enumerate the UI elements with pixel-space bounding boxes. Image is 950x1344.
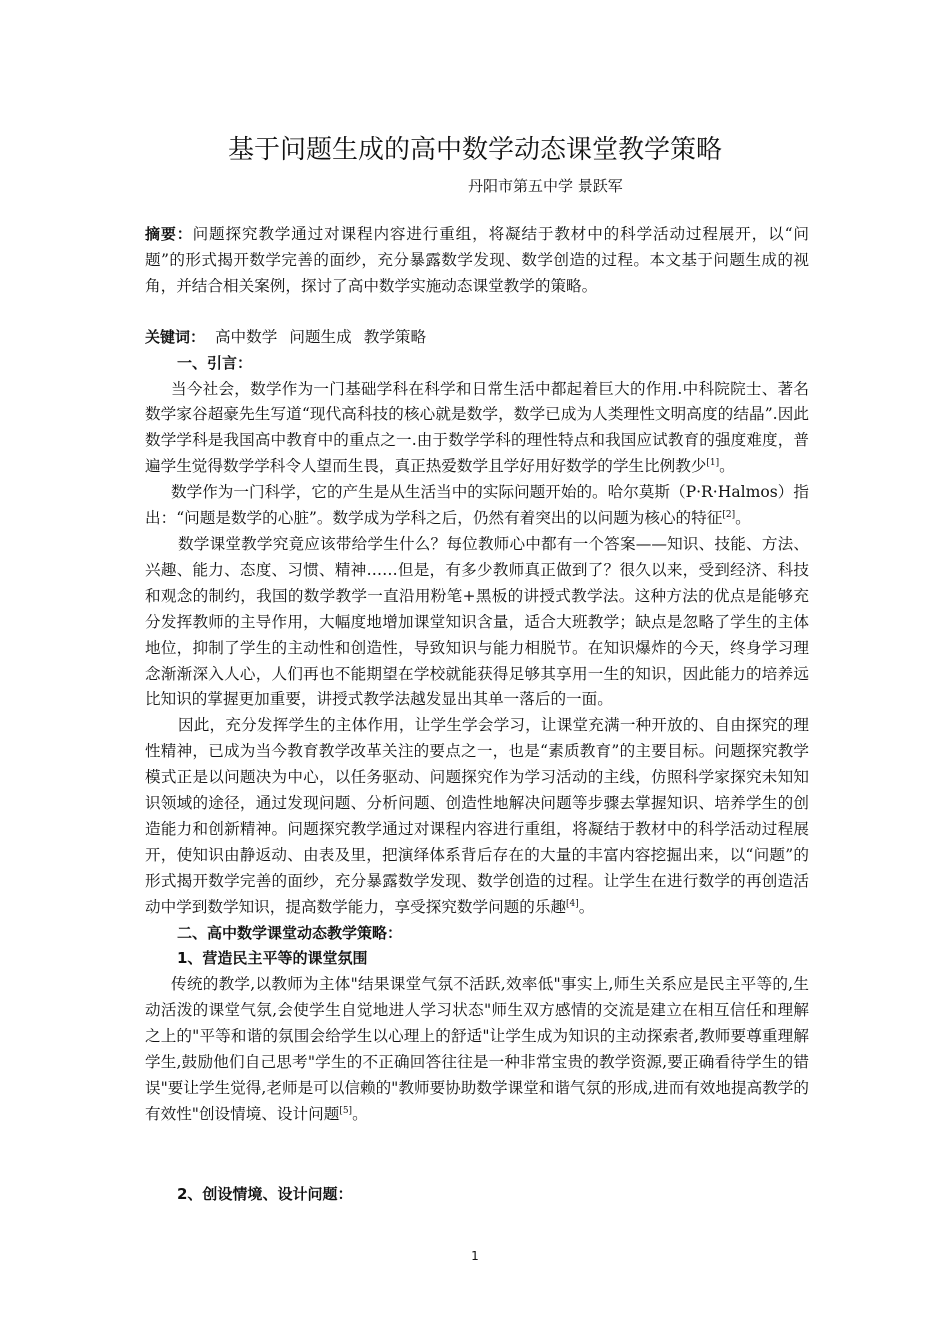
- paragraph: 传统的教学,以教师为主体"结果课堂气氛不活跃,效率低"事实上,师生关系应是民主平等的,生动活泼的课堂气氛,会使学生自觉地进人学习状态"师生双方感情的交流是建立在相互信任和理解之上的"平等和谐的氛围会给学生以心理上的舒适"让学生成为知识的主动探索者,教师要尊重理解学生,鼓励他们自己思考"学生的不正确回答往往是一种非常宝贵的教学资源,要正确看待学生的错误"要让学生觉得,老师是可以信赖的"教师要协助数学课堂和谐气氛的形成,进而有效地提高教学的有效性"创设情境、设计问题[5]。: [145, 975, 809, 1123]
- keywords-label: 关键词：: [145, 327, 206, 346]
- paragraph: 因此，充分发挥学生的主体作用，让学生学会学习，让课堂充满一种开放的、自由探究的理性精神，已成为当今教育教学改革关注的要点之一，也是“素质教育”的主要目标。问题探究教学模式正是以问题决为中心，以任务驱动、问题探究作为学习活动的主线，仿照科学家探究未知知识领域的途径，通过发现问题、分析问题、创造性地解决问题等步骤去掌握知识、培养学生的创造能力和创新精神。问题探究教学通过对课程内容进行重组，将凝结于教材中的科学活动过程展开，使知识由静返动、由表及里，把演绎体系背后存在的大量的丰富内容挖掘出来，以“问题”的形式揭开数学完善的面纱，充分暴露数学发现、数学创造的过程。让学生在进行数学的再创造活动中学到数学知识，提高数学能力，享受探究数学问题的乐趣[4]。: [145, 716, 809, 916]
- citation-ref: [1]: [706, 458, 720, 469]
- paragraph: 当今社会，数学作为一门基础学科在科学和日常生活中都起着巨大的作用.中科院院士、著名数学家谷超豪先生写道“现代高科技的核心就是数学，数学已成为人类理性文明高度的结晶”.因此数学学科是我国高中教育中的重点之一.由于数学学科的理性特点和我国应试教育的强度难度，普遍学生觉得数学学科令人望而生畏，真正热爱数学且学好用好数学的学生比例教少[1]。: [145, 379, 809, 476]
- keyword-item: 教学策略: [363, 327, 427, 346]
- keywords-line: [145, 325, 809, 351]
- abstract-text: 问题探究教学通过对课程内容进行重组，将凝结于教材中的科学活动过程展开，以“问题”的形式揭开数学完善的面纱，充分暴露数学发现、数学创造的过程。本文基于问题生成的视角，并结合相关案例，探讨了高中数学实施动态课堂教学的策略。: [145, 225, 809, 295]
- citation-ref: [4]: [566, 898, 579, 909]
- section-heading: 一、引言：: [177, 353, 253, 372]
- abstract-paragraph: [145, 222, 809, 300]
- paragraph: 数学课堂教学究竟应该带给学生什么？每位教师心中都有一个答案——知识、技能、方法、兴趣、能力、态度、习惯、精神……但是，有多少教师真正做到了？很久以来，受到经济、科技和观念的制约，我国的数学教学一直沿用粉笔+黑板的讲授式教学法。这种方法的优点是能够充分发挥教师的主导作用，大幅度地增加课堂知识含量，适合大班教学；缺点是忽略了学生的主体地位，抑制了学生的主动性和创造性，导致知识与能力相脱节。在知识爆炸的今天，终身学习理念渐渐深入人心，人们再也不能期望在学校就能获得足够其享用一生的知识，因此能力的培养远比知识的掌握更加重要，讲授式教学法越发显出其单一落后的一面。: [145, 534, 809, 709]
- subsection-heading: 1、营造民主平等的课堂氛围: [177, 949, 368, 968]
- citation-ref: [2]: [722, 509, 736, 520]
- citation-ref: [5]: [339, 1105, 353, 1116]
- document-body: [145, 222, 809, 1208]
- abstract-label: 摘要：: [145, 225, 193, 243]
- page-number: 1: [471, 1249, 479, 1263]
- keyword-item: 高中数学: [214, 327, 278, 346]
- keyword-item: 问题生成: [289, 327, 352, 346]
- document-title: 基于问题生成的高中数学动态课堂教学策略: [227, 135, 722, 165]
- document-author: 丹阳市第五中学 景跃军: [468, 177, 623, 195]
- subsection-heading: 2、创设情境、设计问题：: [177, 1184, 353, 1203]
- section-heading: 二、高中数学课堂动态教学策略：: [177, 923, 403, 942]
- paragraph: 数学作为一门科学，它的产生是从生活当中的实际问题开始的。哈尔莫斯（P·R·Halmos）指出：“问题是数学的心脏”。数学成为学科之后，仍然有着突出的以问题为核心的特征[2]。: [145, 483, 809, 528]
